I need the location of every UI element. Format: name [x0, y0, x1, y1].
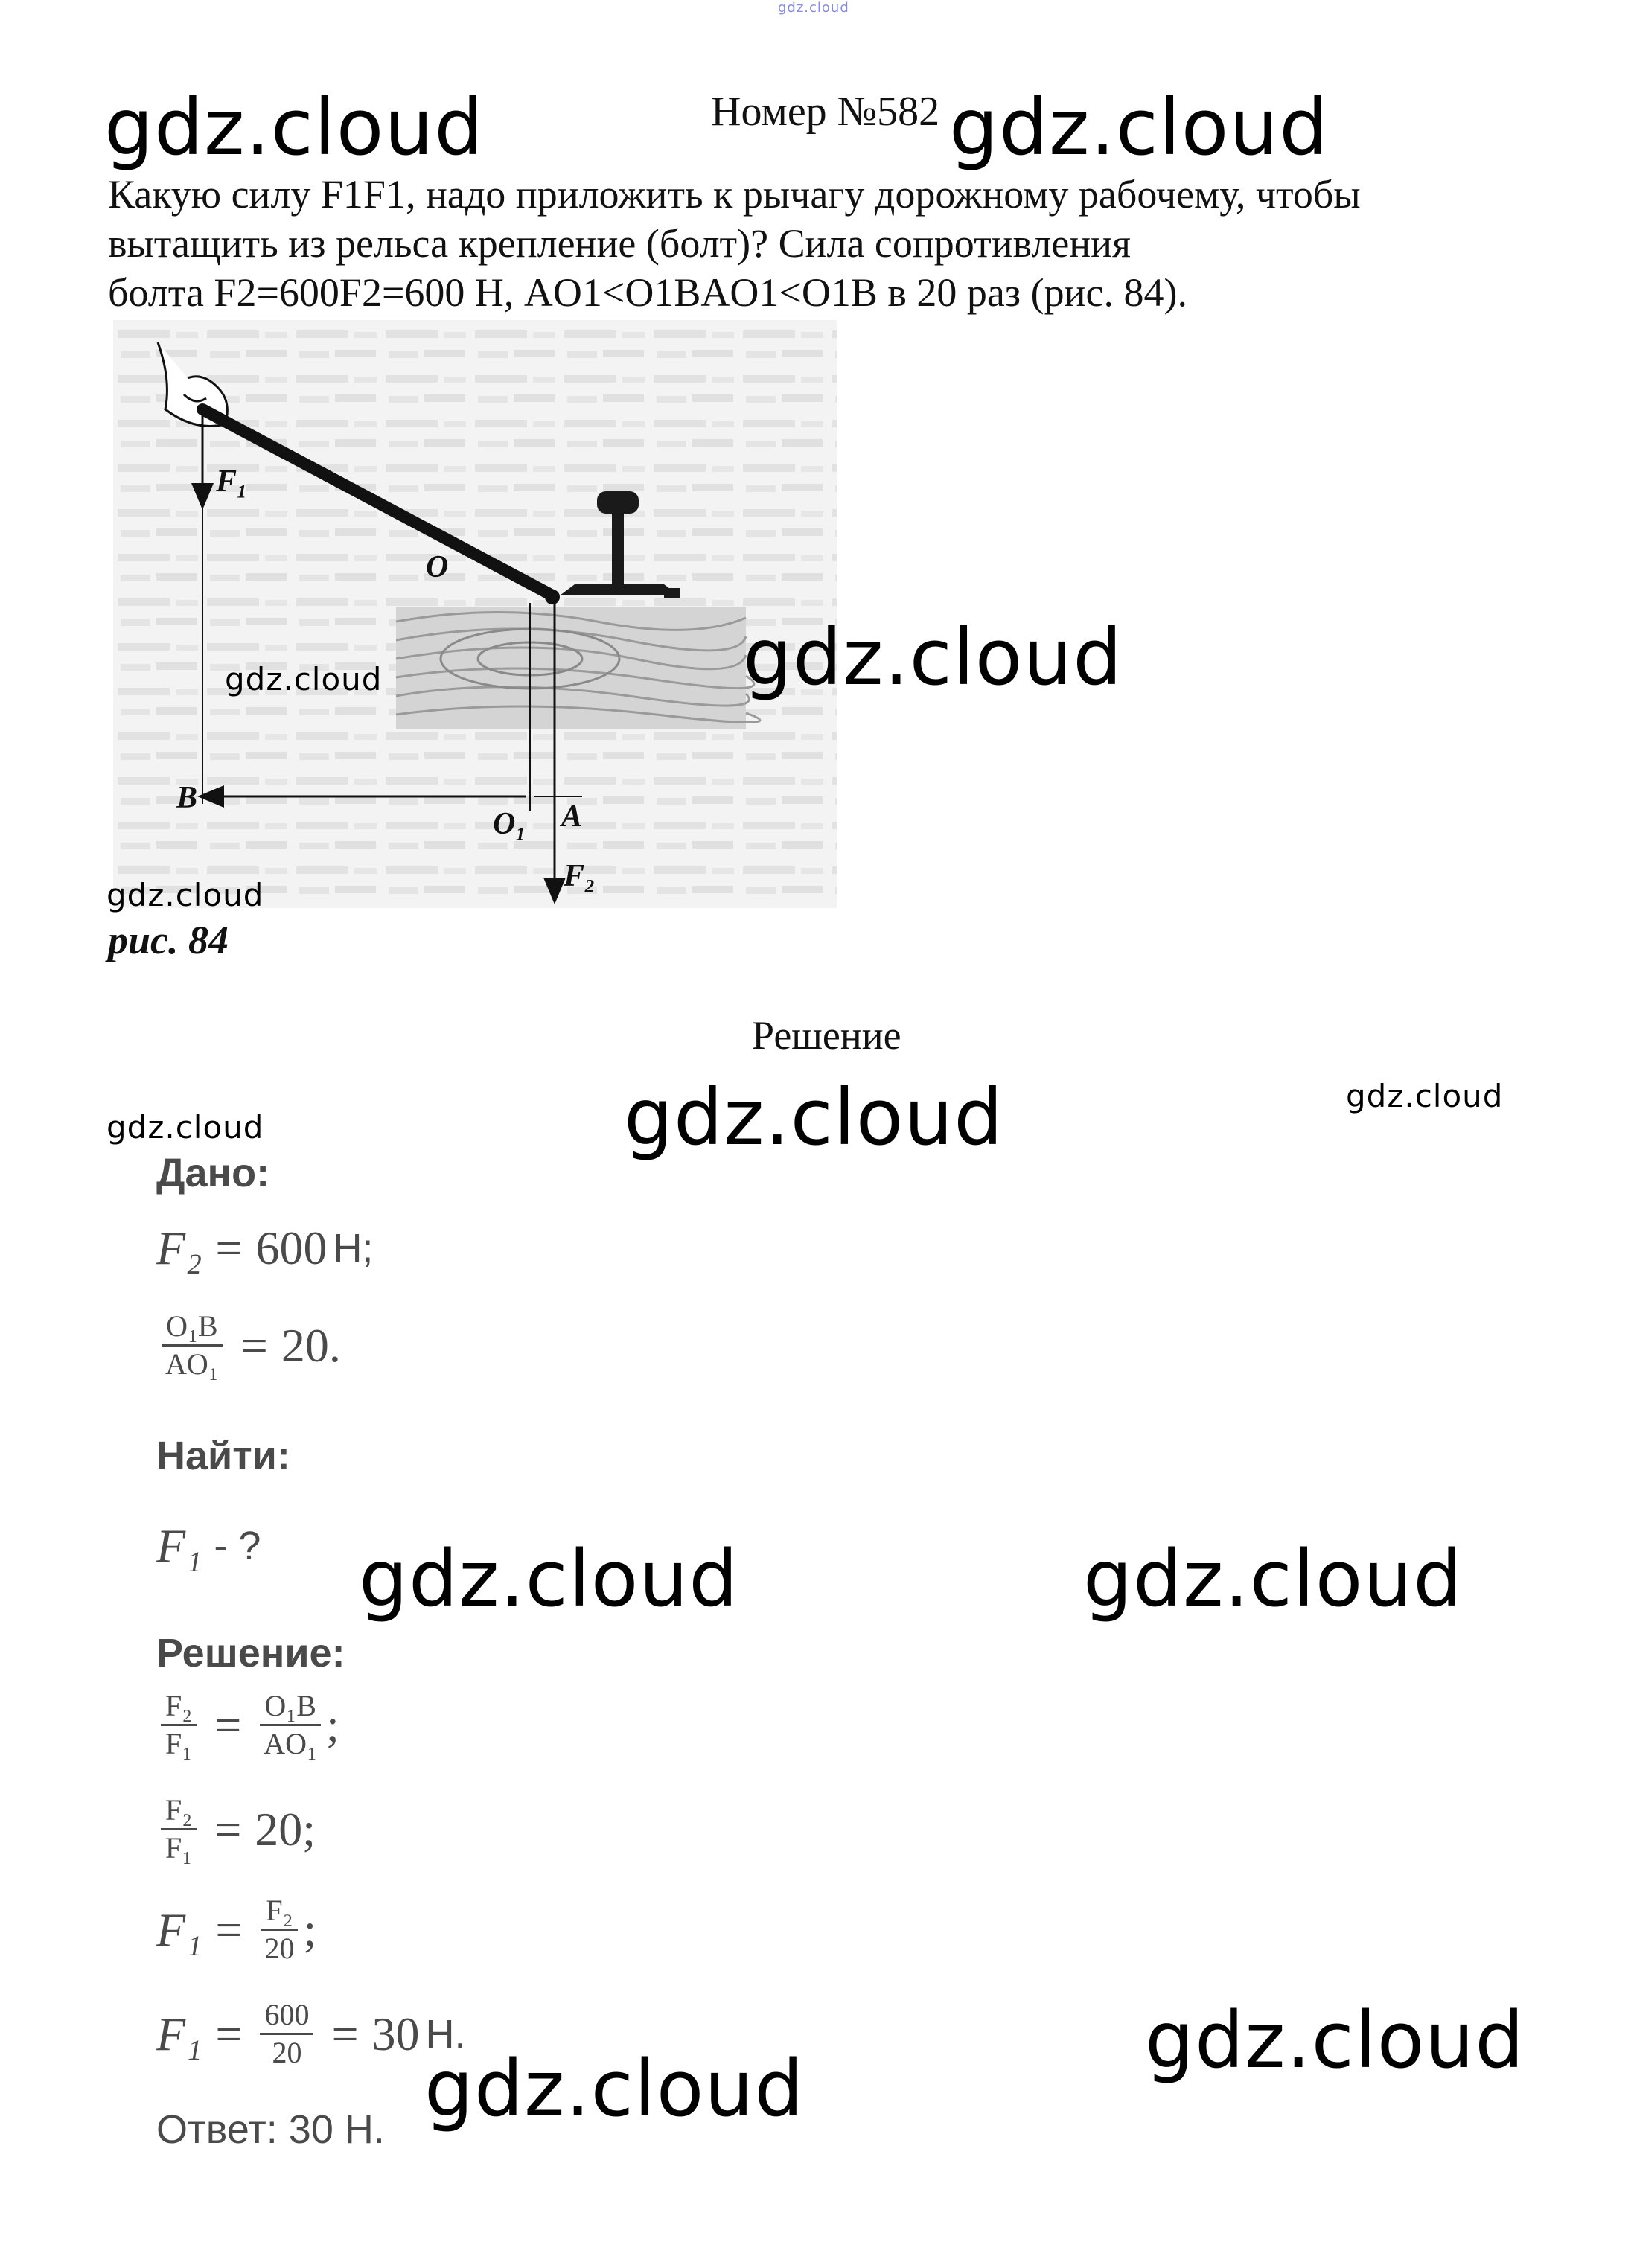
watermark: gdz.cloud — [106, 877, 264, 913]
label-o1: O₁ — [493, 807, 526, 841]
fraction — [259, 1690, 322, 1760]
watermark: gdz.cloud — [359, 1533, 739, 1624]
given-ratio: $\frac{\text{O₁B}}{\text{AO₁}}$ = 20. — [156, 1310, 341, 1381]
watermark: gdz.cloud — [624, 1072, 1004, 1163]
fraction-denominator: 20 — [264, 1932, 295, 1965]
fraction-numerator: O₁B — [260, 1690, 321, 1726]
find-label: Найти: — [156, 1434, 290, 1478]
value-f2: 600 — [255, 1221, 328, 1274]
watermark: gdz.cloud — [949, 82, 1330, 173]
fraction-numerator: O₁B — [162, 1310, 223, 1347]
ratio-fraction — [161, 1310, 223, 1381]
problem-line: болта F2=600F2=600 Н, AO1<O1BAO1<O1B в 20 раз (рис. 84). — [108, 270, 1187, 315]
watermark: gdz.cloud — [424, 2043, 805, 2134]
answer: Ответ: 30 Н. — [156, 2107, 385, 2152]
given-label: Дано: — [156, 1151, 270, 1195]
fraction — [260, 1999, 313, 2069]
lever-figure — [113, 320, 837, 916]
fraction-numerator: F₂ — [161, 1690, 197, 1726]
watermark: gdz.cloud — [106, 1109, 264, 1146]
fraction — [161, 1794, 197, 1865]
top-watermark: gdz.cloud — [778, 0, 849, 16]
equation-2: $\frac{\text{F₂}}{\text{F₁}}$ = 20; — [156, 1794, 316, 1865]
watermark: gdz.cloud — [1145, 1995, 1525, 2086]
fraction — [161, 1690, 197, 1760]
fraction — [260, 1894, 299, 1965]
page-title: Номер №582 — [711, 89, 940, 135]
fraction-denominator: AO₁ — [264, 1727, 318, 1760]
problem-text — [108, 170, 1522, 317]
watermark: gdz.cloud — [1083, 1533, 1464, 1624]
pivot-point — [545, 590, 560, 604]
label-f2: F₂ — [564, 859, 596, 893]
result-value: 30 — [371, 2007, 420, 2060]
var-f1: F₁ — [156, 2007, 202, 2060]
fraction-numerator: 600 — [260, 1999, 313, 2035]
given-f2: F₂ = 600 Н; — [156, 1221, 374, 1274]
solution-heading: Решение — [752, 1013, 901, 1058]
equation-1: $\frac{\text{F₂}}{\text{F₁}}$ = $\frac{\text{O₁B}}{\text{AO₁}}$ ; — [156, 1690, 339, 1760]
fraction-denominator: F₁ — [165, 1831, 193, 1865]
equation-end: ; — [326, 1698, 339, 1751]
ratio-value: 20. — [281, 1318, 341, 1372]
fraction-denominator: 20 — [272, 2036, 302, 2069]
var-f1: F₁ — [156, 1519, 202, 1572]
watermark: gdz.cloud — [743, 612, 1123, 703]
fraction-numerator: F₂ — [261, 1894, 297, 1931]
watermark: gdz.cloud — [104, 82, 485, 173]
label-a: A — [561, 799, 583, 834]
fraction-numerator: F₂ — [161, 1794, 197, 1830]
watermark: gdz.cloud — [1346, 1078, 1504, 1114]
fraction-denominator: F₁ — [165, 1727, 193, 1760]
solution-label: Решение: — [156, 1631, 345, 1676]
find-question: - ? — [214, 1524, 261, 1568]
figure-caption: рис. 84 — [108, 918, 229, 962]
label-b: B — [176, 781, 198, 815]
equation-4: F₁ = $\frac{600}{20}$ = 30 Н. — [156, 1998, 466, 2069]
unit-f2: Н; — [333, 1226, 374, 1271]
lever-diagram — [113, 320, 837, 916]
watermark: gdz.cloud — [225, 661, 383, 697]
equation-3: F₁ = $\frac{\text{F₂}}{20}$ ; — [156, 1894, 317, 1965]
result-unit: Н. — [425, 2011, 466, 2057]
find-f1 — [156, 1518, 261, 1574]
var-f2: F₂ — [156, 1221, 202, 1274]
var-f1: F₁ — [156, 1903, 202, 1956]
equation-end: ; — [303, 1903, 317, 1956]
label-o: O — [426, 550, 449, 584]
equation-value: 20; — [255, 1802, 316, 1856]
fraction-denominator: AO₁ — [165, 1347, 219, 1381]
problem-line: Какую силу F1F1, надо приложить к рычагу дорожному рабочему, чтобы — [108, 172, 1361, 217]
label-f1: F₁ — [216, 464, 248, 499]
wooden-sleeper — [396, 607, 760, 729]
problem-line: вытащить из рельса крепление (болт)? Сила сопротивления — [108, 221, 1131, 266]
